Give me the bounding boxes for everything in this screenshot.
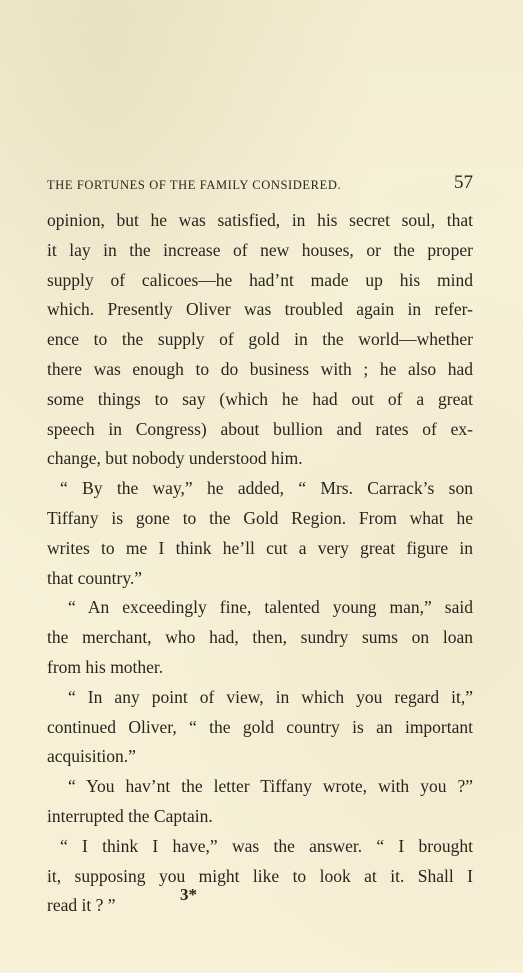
text-line: supply of calicoes—he had’nt made up his mind (47, 269, 473, 290)
text-line: acquisition.” (47, 746, 136, 767)
text-line: Tiffany is gone to the Gold Region. From what he (47, 507, 473, 528)
text-line: that country.” (47, 567, 143, 588)
text-line: “ By the way,” he added, “ Mrs. Carrack’s son (60, 478, 473, 499)
running-head (47, 172, 473, 198)
text-line: there was enough to do business with ; he also had (47, 358, 473, 379)
text-line: “ I think I have,” was the answer. “ I brought (60, 835, 473, 856)
text-line: opinion, but he was satisfied, in his secret soul, that (47, 210, 473, 230)
text-line: which. Presently Oliver was troubled again in refer- (47, 299, 473, 320)
text-line: ence to the supply of gold in the world—whether (47, 329, 473, 350)
text-line: it, supposing you might like to look at it. Shall I (47, 865, 473, 886)
page-number: 57 (454, 172, 473, 193)
text-line: the merchant, who had, then, sundry sums on loan (47, 627, 473, 648)
text-line: interrupted the Captain. (47, 805, 213, 826)
body-text (47, 206, 473, 921)
text-line: writes to me I think he’ll cut a very great figure in (47, 537, 473, 558)
text-line: “ You hav’nt the letter Tiffany wrote, with you ?” (68, 776, 473, 797)
text-line: continued Oliver, “ the gold country is an important (47, 716, 473, 737)
signature-mark: 3* (180, 885, 197, 904)
text-line: speech in Congress) about bullion and rates of ex- (47, 418, 473, 439)
text-line: “ In any point of view, in which you regard it,” (68, 686, 473, 707)
text-line: change, but nobody understood him. (47, 448, 303, 469)
text-line: from his mother. (47, 656, 164, 677)
running-title: THE FORTUNES OF THE FAMILY CONSIDERED. (47, 178, 342, 192)
text-line: read it ? ” (47, 895, 116, 916)
text-line: it lay in the increase of new houses, or the proper (47, 239, 473, 260)
text-line: “ An exceedingly fine, talented young man,” said (68, 597, 473, 618)
text-line: some things to say (which he had out of a great (47, 388, 473, 409)
